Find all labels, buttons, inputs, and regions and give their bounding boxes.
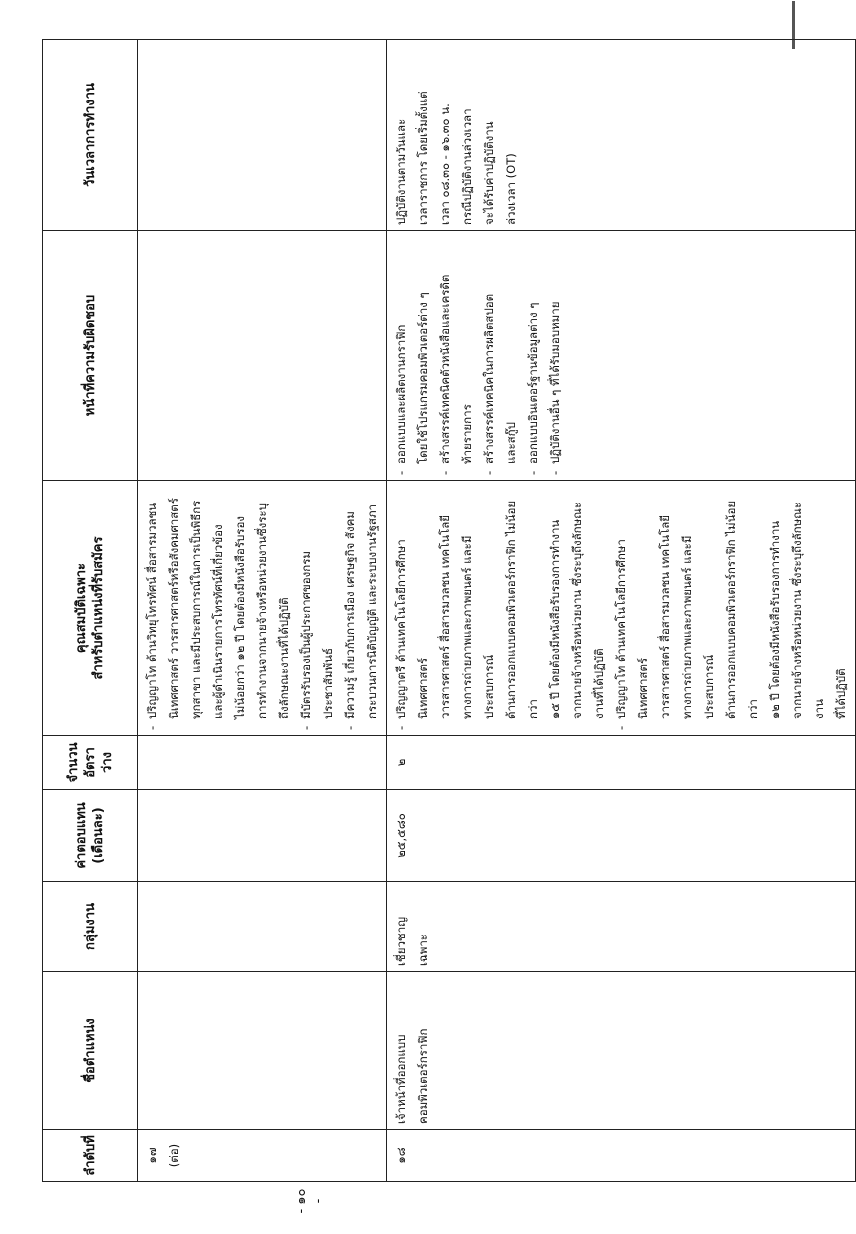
duty-item: - ออกแบบและผลิตงานกราฟิก โดยใช้โปรแกรมคอมพิวเตอร์ต่าง ๆ xyxy=(390,236,434,475)
job-group: เชี่ยวชาญ เฉพาะ xyxy=(394,917,430,966)
page-number: - ๑๐ - xyxy=(294,1188,326,1214)
salary: ๒๕,๕๘๐ xyxy=(394,813,408,858)
qualification-item: - มีบัตรรับรองเป็นผู้ประกาศของกรม ประชาสัมพันธ์ xyxy=(295,486,339,730)
header-row xyxy=(43,40,138,1182)
qualification-item: - ปริญญาตรี ด้านเทคโนโลยีการศึกษา นิเทศศาสตร์ วารสารศาสตร์ สื่อสารมวลชน เทคโนโลยี ทางการถ่ายภาพและภาพยนตร์ และมีประสบการณ์ ด้านการออกแบบคอมพิวเตอร์กราฟิก ไม่น้อยกว่า ๑๕ ปี โดยต้องมีหนังสือรับรองการทำงาน จากนายจ้างหรือหน่วยงาน ซึ่งระบุถึงลักษณะ งานที่ได้ปฏิบัติ xyxy=(390,486,610,730)
header-hours: วันเวลาการทำงาน xyxy=(82,83,98,187)
header-count: จำนวน อัตรา ว่าง xyxy=(65,742,115,783)
table-row xyxy=(138,40,387,1182)
header-qualification: คุณสมบัติเฉพาะ สำหรับตำแหน่งที่รับสมัคร xyxy=(74,536,106,680)
row-number: ๑๗ (ต่อ) xyxy=(145,1143,181,1168)
qualification-item: - มีความรู้ เกี่ยวกับการเมือง เศรษฐกิจ สังคม กระบวนการนิติบัญญัติ และระบบงานรัฐสภา xyxy=(339,486,383,730)
duty-list xyxy=(390,236,566,475)
header-no: ลำดับที่ xyxy=(82,1135,98,1176)
duty-item: - ออกแบบอินเตอร์ฐานข้อมูลต่าง ๆ xyxy=(522,236,544,475)
header-group: กลุ่มงาน xyxy=(82,903,98,950)
vacancy-count: ๒ xyxy=(394,758,408,767)
header-duty: หน้าที่ความรับผิดชอบ xyxy=(82,294,98,417)
duty-cell xyxy=(138,231,387,481)
qualification-item: - ปริญญาโท ด้านเทคโนโลยีการศึกษา นิเทศศาสตร์ วารสารศาสตร์ สื่อสารมวลชน เทคโนโลยี ทางการถ่ายภาพและภาพยนตร์ และมีประสบการณ์ ด้านการออกแบบคอมพิวเตอร์กราฟิก ไม่น้อยกว่า ๑๒ ปี โดยต้องมีหนังสือรับรองการทำงาน จากนายจ้างหรือหน่วยงาน ซึ่งระบุถึงลักษณะงาน ที่ได้ปฏิบัติ xyxy=(610,486,852,730)
position-name: เจ้าหน้าที่ออกแบบ คอมพิวเตอร์กราฟิก xyxy=(394,1028,430,1124)
working-hours: ปฏิบัติงานตามวันและ เวลาราชการ โดยเริ่มตั้งแต่ เวลา ๐๘.๓๐ - ๑๖.๓๐ น. กรณีปฏิบัติงานล่วงเวลา จะได้รับค่าปฏิบัติงาน ล่วงเวลา (OT) xyxy=(394,91,518,225)
job-table xyxy=(42,39,856,1182)
qualification-list xyxy=(141,486,383,730)
qualification-item: - ปริญญาโท ด้านวิทยุโทรทัศน์ สื่อสารมวลชน นิเทศศาสตร์ วารสารศาสตร์หรือสังคมศาสตร์ ทุกสาขา และมีประสบการณ์ในการเป็นพิธีกร และผู้ดำเนินรายการโทรทัศน์ที่เกี่ยวข้อง ไม่น้อยกว่า ๑๒ ปี โดยต้องมีหนังสือรับรอง การทำงานจากนายจ้างหรือหน่วยงานซึ่งระบุ ถึงลักษณะงานที่ได้ปฏิบัติ xyxy=(141,486,295,730)
row-number: ๑๘ xyxy=(394,1147,408,1164)
header-salary: ค่าตอบแทน (เดือนละ) xyxy=(74,802,106,869)
header-position: ชื่อตำแหน่ง xyxy=(82,1018,98,1083)
qualification-list xyxy=(390,486,852,730)
duty-item: - สร้างสรรค์เทคนิคตัวหนังสือและเครดิต ท้ายรายการ xyxy=(434,236,478,475)
duty-item: - ปฏิบัติงานอื่น ๆ ที่ได้รับมอบหมาย xyxy=(544,236,566,475)
duty-item: - สร้างสรรค์เทคนิคในการผลิตสปอต และสกู๊ป xyxy=(478,236,522,475)
table-row xyxy=(387,40,856,1182)
